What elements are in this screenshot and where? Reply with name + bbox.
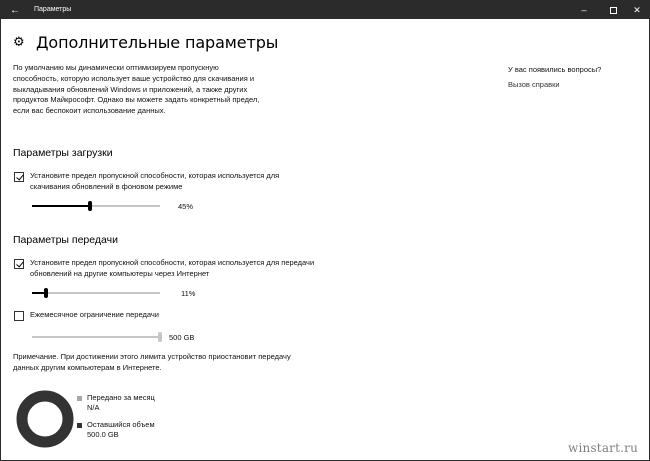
upload-limit-option[interactable] (14, 258, 320, 279)
download-bandwidth-slider[interactable] (32, 201, 160, 211)
watermark: winstart.ru (568, 441, 639, 455)
upload-slider-thumb[interactable] (44, 288, 48, 298)
remaining-value: 500.0 GB (87, 430, 119, 439)
remaining-swatch (77, 423, 82, 428)
remaining-legend (77, 420, 155, 440)
monthly-limit-slider[interactable] (32, 332, 160, 342)
window-title: Параметры (34, 6, 72, 13)
sent-label: Передано за месяц (87, 393, 155, 402)
download-section-title: Параметры загрузки (13, 147, 113, 159)
upload-section-title: Параметры передачи (13, 234, 118, 246)
help-link[interactable]: Вызов справки (508, 80, 560, 89)
download-limit-option[interactable] (14, 171, 320, 192)
remaining-label: Оставшийся объем (87, 420, 155, 429)
upload-limit-label: Установите предел пропускной способности, которая используется для передачи обновлений на другие компьютеры через Интернет (30, 258, 315, 278)
title-bar (1, 1, 649, 19)
monthly-slider-thumb[interactable] (158, 332, 162, 342)
back-arrow-icon[interactable]: ← (10, 4, 20, 16)
sent-swatch (77, 396, 82, 401)
download-limit-checkbox[interactable] (14, 172, 24, 182)
remaining-ring (22, 396, 68, 442)
page-header (13, 31, 278, 53)
upload-slider-value: 11% (181, 289, 196, 298)
close-icon[interactable]: ✕ (633, 4, 641, 15)
upload-note: Примечание. При достижении этого лимита устройство приостановит передачу данных другим компьютерам в Интернете. (13, 352, 291, 372)
monthly-limit-label: Ежемесячное ограничение передачи (30, 310, 159, 319)
monthly-limit-checkbox[interactable] (14, 311, 24, 321)
monthly-limit-value: 500 GB (169, 333, 195, 342)
intro-text: По умолчанию мы динамически оптимизируем пропускную способность, которую использует ваше устройство для скачивания и выкладывания обновлений Windows и приложений, а также других продуктов Майкрософт. Однако вы можете задать конкретный предел, если вас беспокоит использование данных. (13, 63, 260, 116)
page-title: Дополнительные параметры (36, 32, 279, 52)
minimize-icon[interactable]: – (581, 5, 587, 15)
upload-limit-checkbox[interactable] (14, 259, 24, 269)
gear-icon: ⚙ (13, 34, 25, 49)
sent-value: N/A (87, 403, 100, 412)
maximize-icon[interactable] (601, 1, 625, 19)
usage-donut-chart (16, 390, 74, 448)
help-title: У вас появились вопросы? (508, 65, 602, 74)
sent-legend (77, 393, 155, 413)
download-slider-thumb[interactable] (88, 201, 92, 211)
download-slider-value: 45% (178, 202, 194, 211)
monthly-limit-option[interactable] (14, 310, 320, 321)
download-limit-label: Установите предел пропускной способности, которая используется для скачивания обновлений в фоновом режиме (30, 171, 280, 191)
upload-bandwidth-slider[interactable] (32, 288, 160, 298)
